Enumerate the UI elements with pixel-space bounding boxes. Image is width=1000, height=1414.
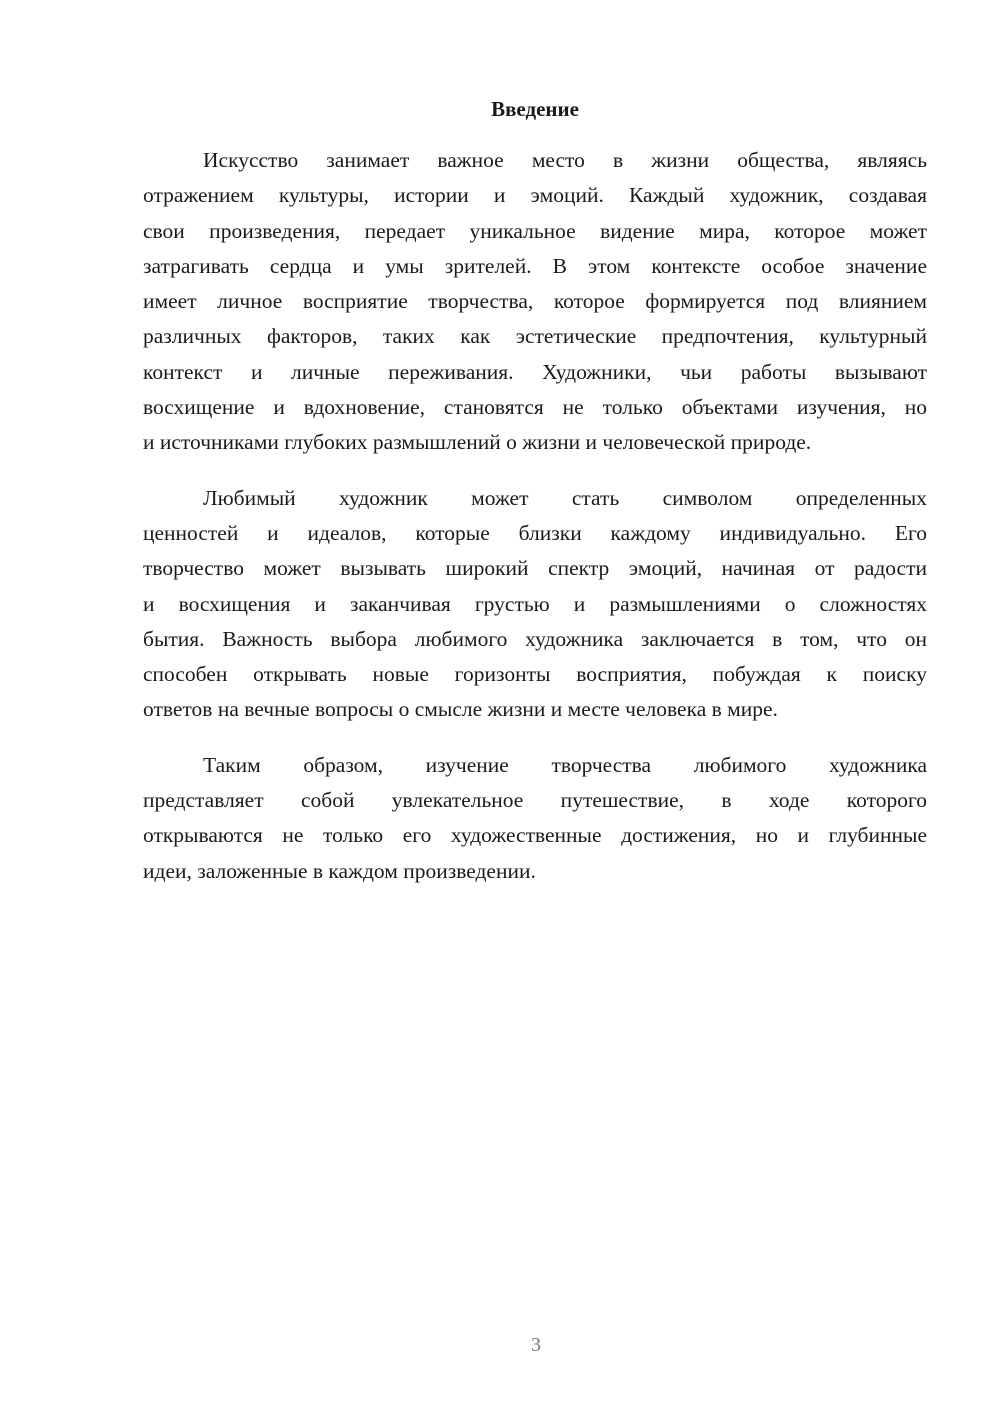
text-line: представляет собой увлекательное путешествие, в ходе которого — [143, 788, 927, 813]
text-line: ценностей и идеалов, которые близки каждому индивидуально. Его — [143, 520, 927, 545]
document-body — [143, 143, 927, 909]
paragraph — [143, 143, 927, 461]
section-title: Введение — [491, 97, 579, 121]
text-line: способен открывать новые горизонты восприятия, побуждая к поиску — [143, 662, 927, 687]
text-line: и восхищения и заканчивая грустью и размышлениями о сложностях — [143, 591, 927, 616]
text-line: затрагивать сердца и умы зрителей. В этом контексте особое значение — [143, 253, 927, 278]
text-line: открываются не только его художественные достижения, но и глубинные — [143, 823, 927, 848]
paragraph — [143, 748, 927, 889]
text-line: Искусство занимает важное место в жизни общества, являясь — [203, 148, 927, 172]
text-line: и источниками глубоких размышлений о жизни и человеческой природе. — [143, 430, 812, 455]
paragraph — [143, 481, 927, 728]
text-line: ответов на вечные вопросы о смысле жизни и месте человека в мире. — [143, 697, 778, 722]
text-line: творчество может вызывать широкий спектр эмоций, начиная от радости — [143, 556, 927, 581]
text-line: Таким образом, изучение творчества любимого художника — [203, 752, 927, 777]
text-line: Любимый художник может стать символом определенных — [203, 485, 927, 510]
text-line: имеет личное восприятие творчества, которое формируется под влиянием — [143, 289, 927, 314]
text-line: бытия. Важность выбора любимого художника заключается в том, что он — [143, 626, 927, 651]
text-line: идеи, заложенные в каждом произведении. — [143, 858, 536, 883]
page-number: 3 — [531, 1334, 541, 1356]
text-line: восхищение и вдохновение, становятся не только объектами изучения, но — [143, 395, 927, 420]
text-line: свои произведения, передает уникальное видение мира, которое может — [143, 218, 927, 243]
text-line: отражением культуры, истории и эмоций. Каждый художник, создавая — [143, 183, 927, 208]
text-line: контекст и личные переживания. Художники, чьи работы вызывают — [143, 359, 927, 384]
text-line: различных факторов, таких как эстетические предпочтения, культурный — [143, 324, 927, 349]
